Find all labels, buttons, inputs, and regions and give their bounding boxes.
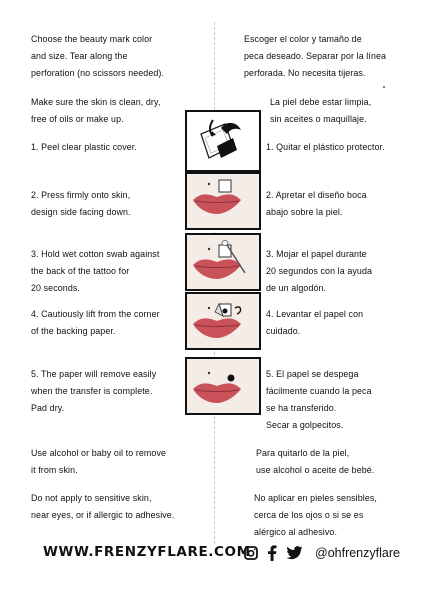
step-5-en: 5. The paper will remove easily when the transfer is complete. Pad dry.: [31, 369, 157, 413]
prep-text-es: La piel debe estar limpia, sin aceites o maquillaje.: [270, 97, 372, 124]
warning-text-en: Do not apply to sensitive skin, near eyes, or if allergic to adhesive.: [31, 493, 175, 520]
step-3-en: 3. Hold wet cotton swab against the back of the tattoo for 20 seconds.: [31, 249, 160, 293]
step-4-es: 4. Levantar el papel con cuidado.: [266, 309, 364, 336]
social-bar: [244, 545, 400, 561]
step-2-es: 2. Apretar el diseño boca abajo sobre la piel.: [266, 190, 367, 217]
prep-text-en: Make sure the skin is clean, dry, free of oils or make up.: [31, 97, 161, 124]
warning-text-es: No aplicar en pieles sensibles, cerca de los ojos o si se es alérgico al adhesivo.: [254, 493, 377, 537]
step-4-en: 4. Cautiously lift from the corner of the backing paper.: [31, 309, 160, 336]
instagram-icon[interactable]: [244, 546, 258, 560]
step-1-en: 1. Peel clear plastic cover.: [31, 142, 137, 152]
social-handle[interactable]: @ohfrenzyflare: [315, 546, 400, 560]
stray-dot: [383, 86, 385, 88]
step-3-illustration: [185, 233, 261, 291]
removal-text-en: Use alcohol or baby oil to remove it from skin.: [31, 448, 167, 475]
step-2-en: 2. Press firmly onto skin, design side facing down.: [31, 190, 131, 217]
press-onto-skin-icon: [187, 174, 259, 228]
step-1-es: 1. Quitar el plástico protector.: [266, 142, 385, 152]
step-1-illustration: [185, 110, 261, 172]
step-5-es: 5. El papel se despega fácilmente cuando la peca se ha transferido. Secar a golpecitos.: [266, 369, 372, 430]
facebook-icon[interactable]: [267, 545, 277, 561]
step-4-illustration: [185, 292, 261, 350]
removal-text-es: Para quitarlo de la piel, use alcohol o aceite de bebé.: [256, 448, 375, 475]
intro-text-en: Choose the beauty mark color and size. Tear along the perforation (no scissors needed).: [31, 34, 165, 78]
lift-paper-icon: [187, 294, 259, 348]
step-5-illustration: [185, 357, 261, 415]
step-2-illustration: [185, 172, 261, 230]
cotton-swab-icon: [187, 235, 259, 289]
website-url[interactable]: WWW.FRENZYFLARE.COM: [43, 544, 251, 560]
finished-beauty-mark-icon: [187, 359, 259, 413]
intro-text-es: Escoger el color y tamaño de peca deseado. Separar por la línea perforada. No necesita tijeras.: [244, 34, 387, 78]
step-3-es: 3. Mojar el papel durante 20 segundos con la ayuda de un algodón.: [266, 249, 373, 293]
twitter-icon[interactable]: [286, 546, 303, 560]
peel-cover-icon: [187, 112, 259, 170]
